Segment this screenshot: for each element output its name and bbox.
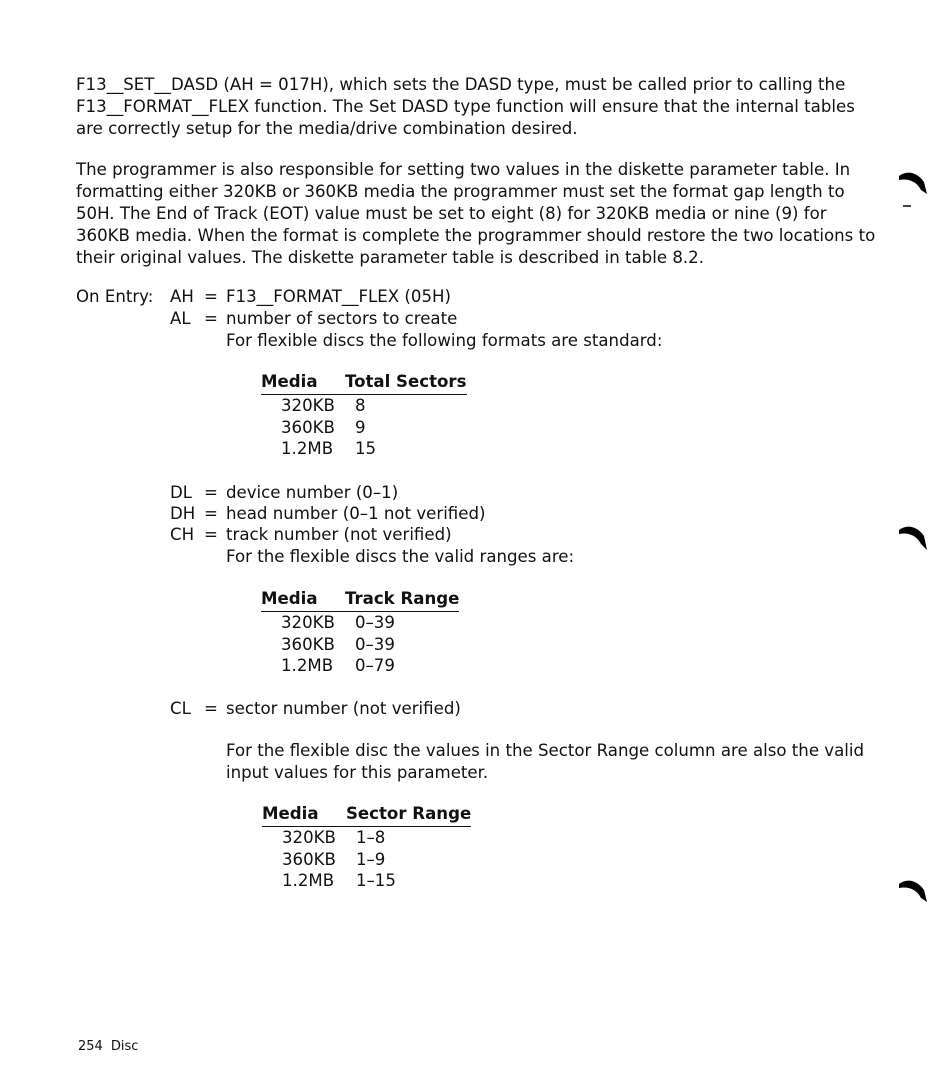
table-row bbox=[261, 634, 459, 656]
register-name: CH bbox=[170, 525, 195, 544]
value-cell: 0–39 bbox=[354, 634, 395, 654]
column-header-media: Media bbox=[262, 804, 336, 827]
value-cell: 15 bbox=[354, 439, 377, 458]
text-line: are correctly setup for the media/drive combination desired. bbox=[76, 119, 578, 138]
value-cell: 1–9 bbox=[355, 849, 386, 869]
tracks-intro-text: For the flexible discs the valid ranges are: bbox=[226, 547, 575, 566]
table-row bbox=[261, 395, 467, 417]
media-cell: 320KB bbox=[281, 613, 335, 632]
binder-mark bbox=[897, 876, 931, 906]
register-description: F13__FORMAT__FLEX (05H) bbox=[226, 287, 451, 306]
text-line: formatting either 320KB or 360KB media the programmer must set the format gap length to bbox=[76, 182, 845, 201]
column-header-track-range: Track Range bbox=[335, 589, 459, 612]
track-range-table bbox=[261, 589, 459, 677]
column-header-media: Media bbox=[261, 372, 335, 395]
sector-range-table bbox=[262, 804, 471, 892]
value-cell: 8 bbox=[354, 396, 366, 415]
value-cell: 0–39 bbox=[354, 613, 395, 632]
register-name: AL bbox=[170, 309, 191, 328]
media-cell: 320KB bbox=[282, 828, 336, 847]
equals-sign: = bbox=[204, 525, 218, 544]
text-line: 360KB media. When the format is complete the programmer should restore the two locations to bbox=[76, 226, 876, 245]
paragraph-dasd-note bbox=[76, 74, 866, 140]
register-name: CL bbox=[170, 699, 191, 718]
page-footer bbox=[78, 1039, 138, 1054]
media-cell: 1.2MB bbox=[281, 439, 334, 458]
equals-sign: = bbox=[204, 287, 218, 306]
text-line: F13__SET__DASD (AH = 017H), which sets the DASD type, must be called prior to calling the bbox=[76, 75, 846, 94]
register-name: DH bbox=[170, 504, 196, 523]
paragraph-parameter-table-note bbox=[76, 159, 876, 269]
table-row bbox=[261, 612, 459, 634]
register-row-dl bbox=[0, 482, 950, 504]
table-row bbox=[262, 849, 471, 871]
table-row bbox=[261, 655, 459, 677]
register-description: head number (0–1 not verified) bbox=[226, 504, 486, 523]
equals-sign: = bbox=[204, 699, 218, 718]
register-description: number of sectors to create bbox=[226, 309, 458, 328]
equals-sign: = bbox=[204, 504, 218, 523]
binder-mark bbox=[897, 522, 931, 552]
on-entry-label: On Entry: bbox=[76, 287, 154, 306]
binder-mark bbox=[897, 168, 931, 212]
table-row bbox=[261, 417, 467, 439]
media-cell: 360KB bbox=[282, 849, 336, 869]
register-description: track number (not verified) bbox=[226, 525, 452, 544]
table-header-row bbox=[261, 589, 459, 612]
page-number: 254 bbox=[78, 1039, 103, 1054]
text-line: F13__FORMAT__FLEX function. The Set DASD type function will ensure that the internal tables bbox=[76, 97, 855, 116]
text-line: their original values. The diskette parameter table is described in table 8.2. bbox=[76, 248, 704, 267]
media-cell: 1.2MB bbox=[281, 656, 334, 675]
value-cell: 0–79 bbox=[354, 656, 395, 675]
table-row bbox=[261, 438, 467, 460]
text-line: 50H. The End of Track (EOT) value must be set to eight (8) for 320KB media or nine (9) for bbox=[76, 204, 827, 223]
sector-range-note-line1: For the flexible disc the values in the Sector Range column are also the valid bbox=[226, 741, 865, 760]
value-cell: 9 bbox=[354, 417, 366, 437]
section-name: Disc bbox=[110, 1039, 139, 1054]
register-description: device number (0–1) bbox=[226, 483, 399, 502]
media-cell: 360KB bbox=[281, 634, 335, 654]
register-row-al bbox=[0, 308, 950, 330]
equals-sign: = bbox=[204, 309, 218, 328]
column-header-total-sectors: Total Sectors bbox=[335, 372, 467, 395]
column-header-media: Media bbox=[261, 589, 335, 612]
sector-range-note-line2: input values for this parameter. bbox=[226, 763, 489, 782]
register-row-ch bbox=[0, 524, 950, 546]
sectors-intro-text: For flexible discs the following formats are standard: bbox=[226, 331, 663, 350]
table-row bbox=[262, 827, 471, 849]
text-line: The programmer is also responsible for setting two values in the diskette parameter table. In bbox=[76, 160, 851, 179]
register-description: sector number (not verified) bbox=[226, 699, 461, 718]
media-cell: 1.2MB bbox=[282, 871, 335, 890]
column-header-sector-range: Sector Range bbox=[336, 804, 471, 827]
media-cell: 360KB bbox=[281, 417, 335, 437]
value-cell: 1–8 bbox=[355, 828, 386, 847]
register-name: AH bbox=[170, 287, 194, 306]
register-row-cl bbox=[0, 698, 950, 720]
table-row bbox=[262, 870, 471, 892]
media-cell: 320KB bbox=[281, 396, 335, 415]
register-row-ah bbox=[0, 286, 950, 308]
table-header-row bbox=[262, 804, 471, 827]
total-sectors-table bbox=[261, 372, 467, 460]
value-cell: 1–15 bbox=[355, 871, 396, 890]
register-row-dh bbox=[0, 503, 950, 525]
table-header-row bbox=[261, 372, 467, 395]
equals-sign: = bbox=[204, 483, 218, 502]
register-name: DL bbox=[170, 483, 193, 502]
